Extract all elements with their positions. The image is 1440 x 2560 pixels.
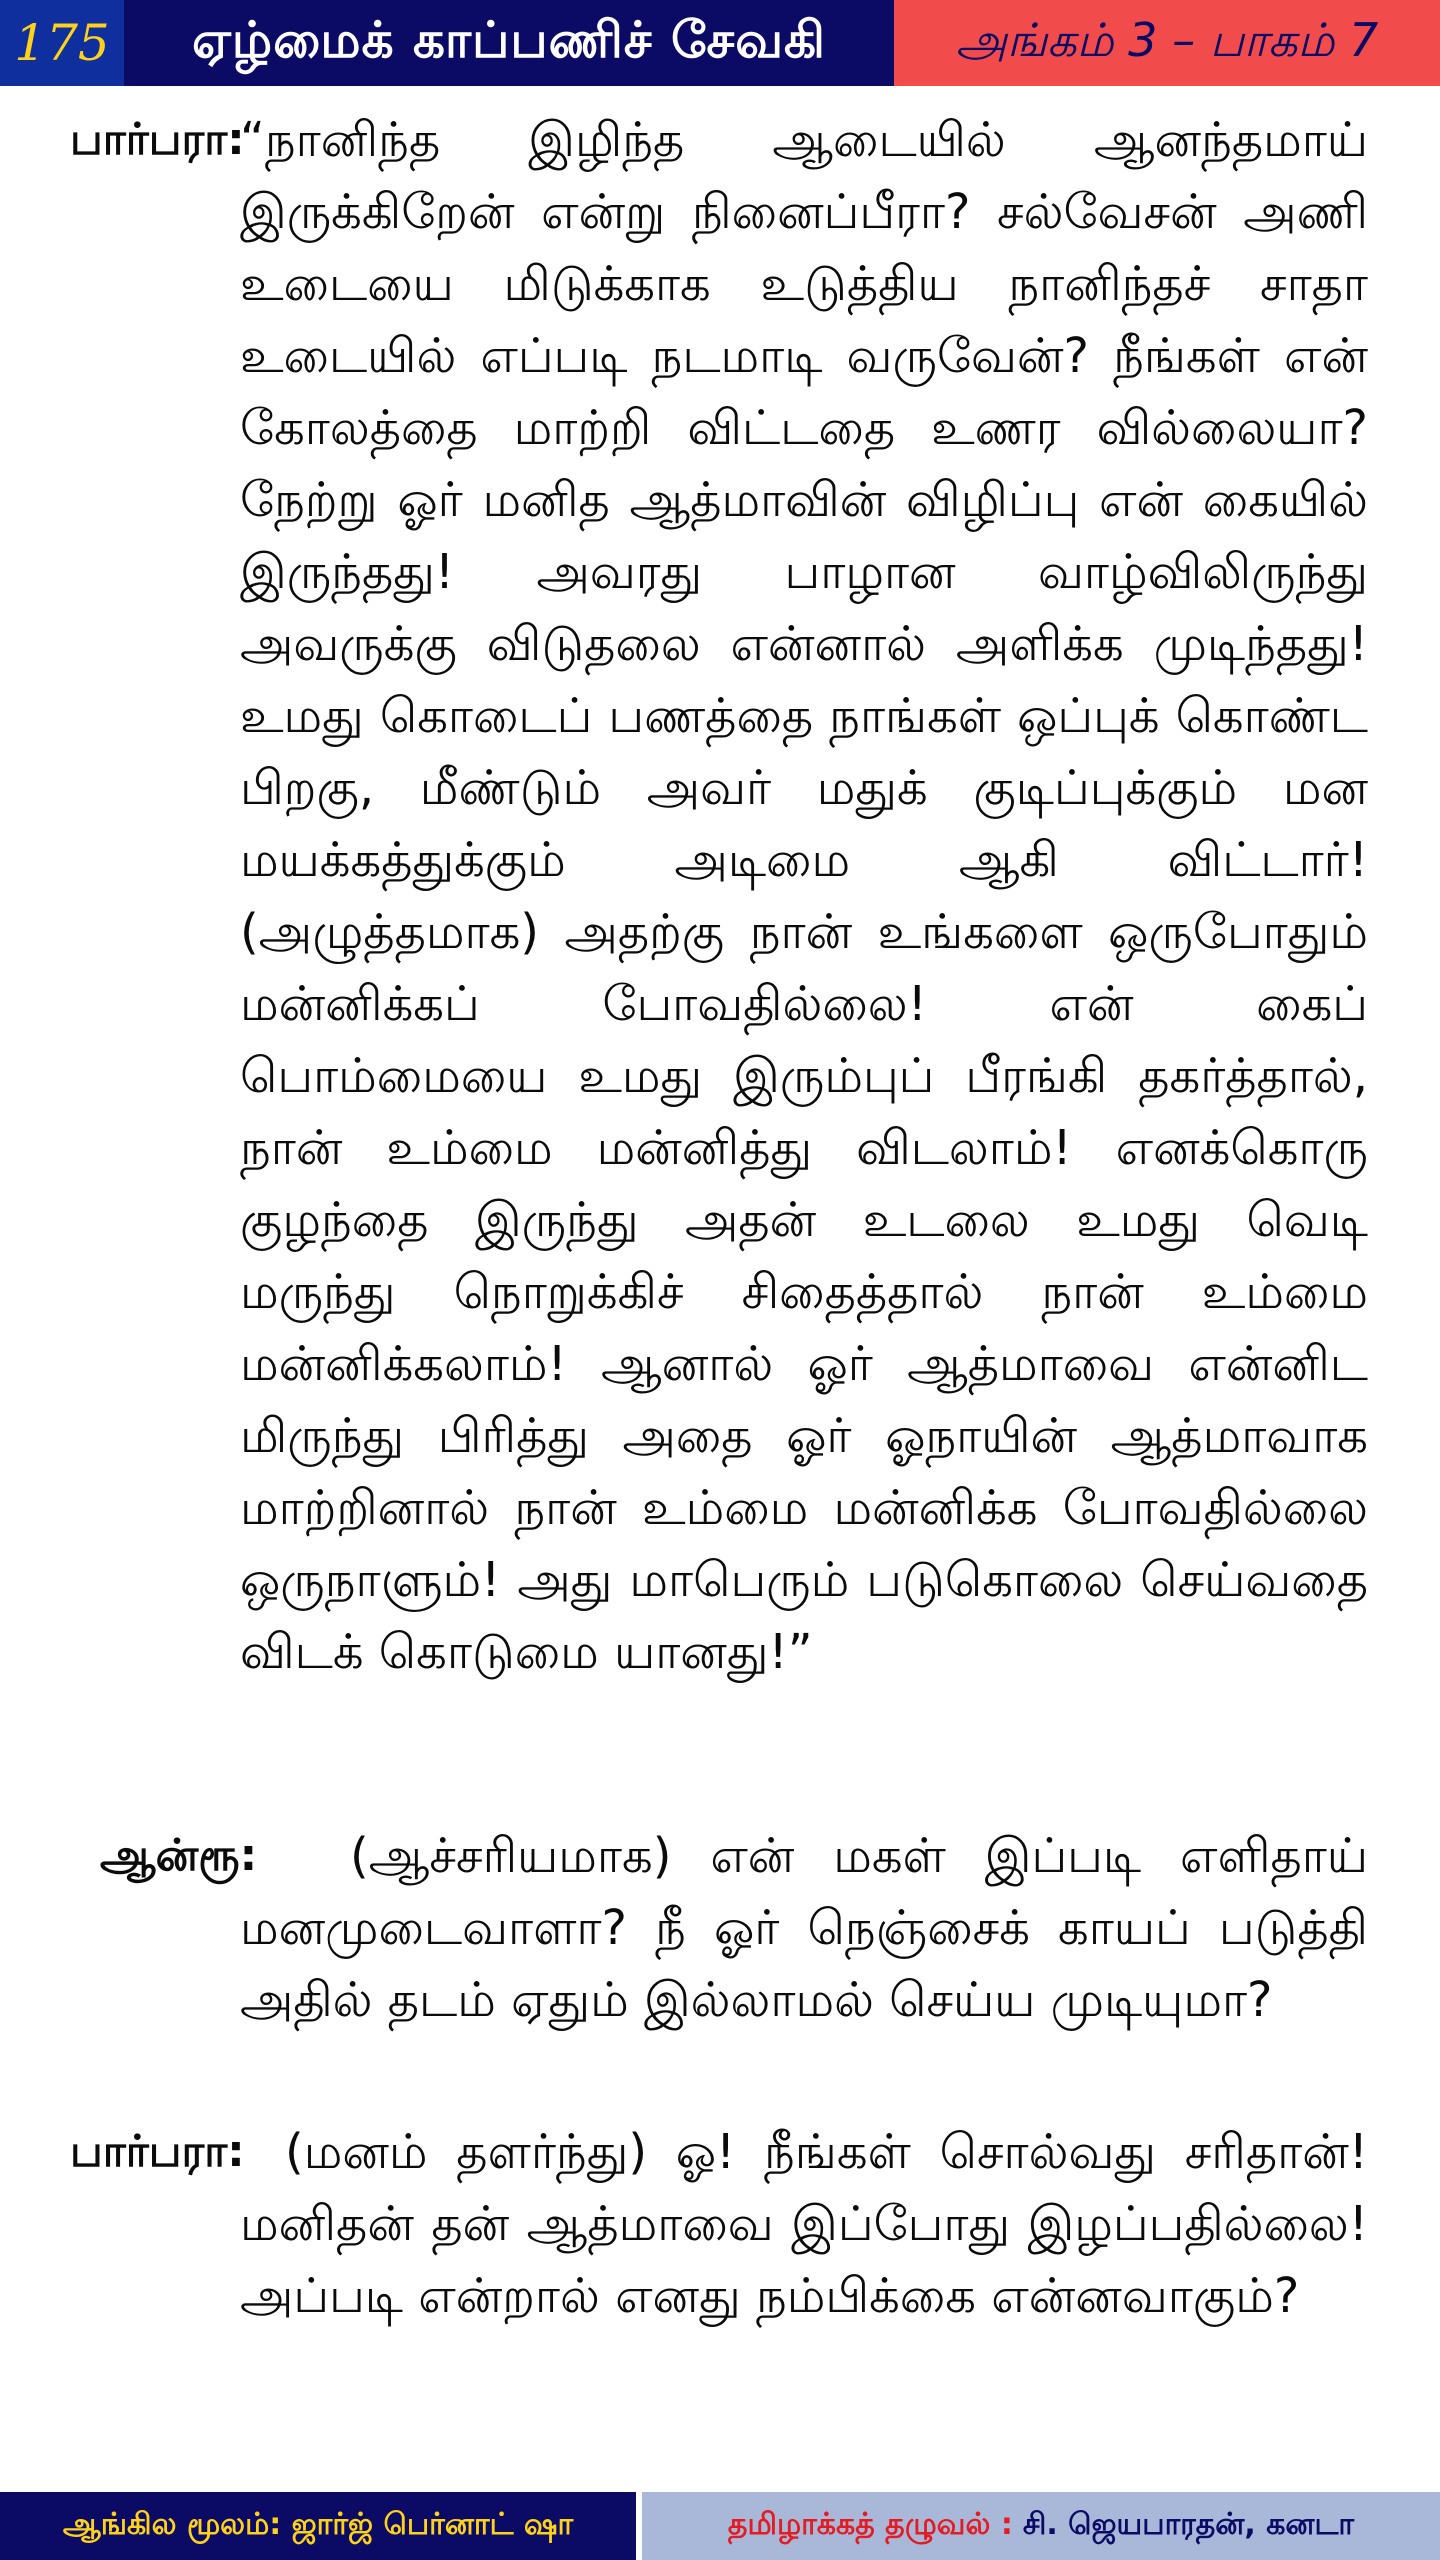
speech-barbara-2 — [0, 2116, 1440, 2332]
book-title: ஏழ்மைக் காப்பணிச் சேவகி — [124, 0, 894, 86]
translation-label: தமிழாக்கத் தழுவல் : — [727, 2506, 1013, 2542]
speaker-name: பார்பரா: — [70, 2126, 245, 2177]
speech-text: (ஆச்சரியமாக) என் மகள் இப்படி எளிதாய் மனமுடைவாளா? நீ ஓர் நெஞ்சைக் காயப் படுத்தி அதில் தடம் ஏதும் இல்லாமல் செய்ய முடியுமா? — [240, 1828, 1368, 2028]
speech-andrew — [0, 1820, 1440, 2116]
dialogue-body — [0, 104, 1440, 2332]
speech-barbara-1 — [0, 104, 1440, 1820]
translator-credit — [642, 2492, 1440, 2560]
page-footer — [0, 2492, 1440, 2560]
speech-text: “நானிந்த இழிந்த ஆடையில் ஆனந்தமாய் இருக்கிறேன் என்று நினைப்பீரா? சல்வேசன் அணி உடையை மிடுக்காக உடுத்திய நானிந்தச் சாதா உடையில் எப்படி நடமாடி வருவேன்? நீங்கள் என் கோலத்தை மாற்றி விட்டதை உணர வில்லையா? நேற்று ஓர் மனித ஆத்மாவின் விழிப்பு என் கையில் இருந்தது! அவரது பாழான வாழ்விலிருந்து அவருக்கு விடுதலை என்னால் அளிக்க முடிந்தது! உமது கொடைப் பணத்தை நாங்கள் ஒப்புக் கொண்ட பிறகு, மீண்டும் அவர் மதுக் குடிப்புக்கும் மன மயக்கத்துக்கும் அடிமை ஆகி விட்டார்! (அழுத்தமாக) அதற்கு நான் உங்களை ஒருபோதும் மன்னிக்கப் போவதில்லை! என் கைப் பொம்மையை உமது இரும்புப் பீரங்கி தகர்த்தால், நான் உம்மை மன்னித்து விடலாம்! எனக்கொரு குழந்தை இருந்து அதன் உடலை உமது வெடி மருந்து நொறுக்கிச் சிதைத்தால் நான் உம்மை மன்னிக்கலாம்! ஆனால் ஓர் ஆத்மாவை என்னிட மிருந்து பிரித்து அதை ஓர் ஓநாயின் ஆத்மாவாக மாற்றினால் நான் உம்மை மன்னிக்க போவதில்லை ஒருநாளும்! அது மாபெரும் படுகொலை செய்வதை விடக் கொடுமை யானது!” — [240, 112, 1368, 1680]
page-number: 175 — [0, 0, 124, 86]
translator-name: சி. ஜெயபாரதன், கனடா — [1022, 2506, 1355, 2542]
page-header — [0, 0, 1440, 86]
speaker-name: ஆன்ரூ: — [100, 1830, 258, 1881]
original-author-credit: ஆங்கில மூலம்: ஜார்ஜ் பெர்னாட் ஷா — [0, 2492, 636, 2560]
act-scene-label: அங்கம் 3 – பாகம் 7 — [894, 0, 1440, 86]
speaker-name: பார்பரா: — [70, 114, 245, 165]
speech-text: (மனம் தளர்ந்து) ஓ! நீங்கள் சொல்வது சரிதான்! மனிதன் தன் ஆத்மாவை இப்போது இழப்பதில்லை! அப்படி என்றால் எனது நம்பிக்கை என்னவாகும்? — [240, 2124, 1368, 2324]
